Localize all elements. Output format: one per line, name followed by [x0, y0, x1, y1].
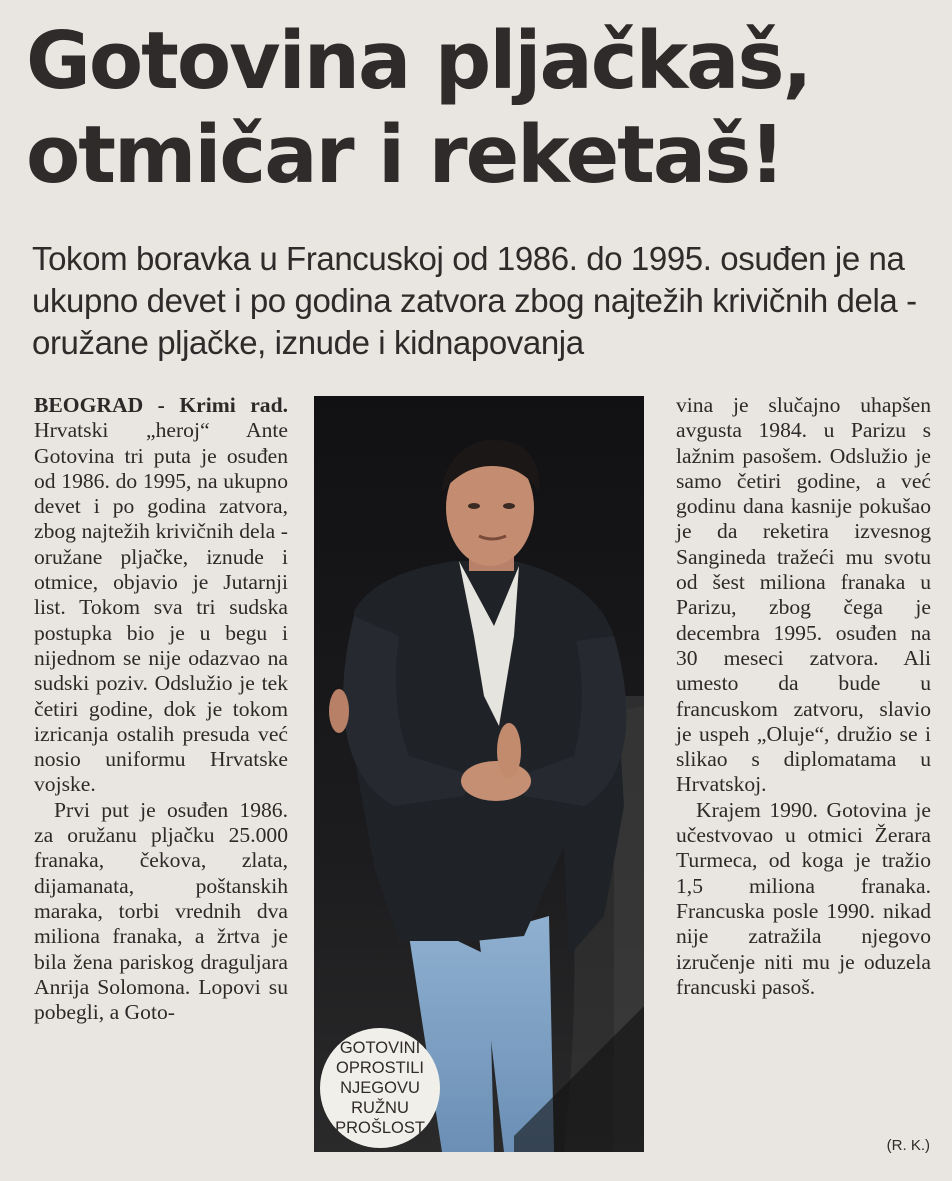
headline-line-2: otmičar i reketaš! — [26, 109, 784, 201]
column-2-paragraph-1: vina je slučajno uhapšen avgusta 1984. u Parizu s lažnim pasošem. Odslužio je samo četiri godine, a već godinu dana kasnije pokušao je da reketira izvesnog Sangineda tražeći mu svotu od šest miliona franaka u Parizu, zbog čega je decembra 1995. osuđen na 30 meseci zatvora. Ali umesto da bude u francuskom zatvoru, slavio je uspeh „Oluje“, družio se i slikao s diplomatama u Hrvatskoj. — [676, 393, 931, 797]
column-1-paragraph-1 — [34, 393, 288, 798]
author-signature: (R. K.) — [886, 1137, 930, 1154]
article-column-1 — [34, 393, 288, 1025]
headline-line-1: Gotovina pljačkaš, — [26, 15, 811, 107]
photo-caption: GOTOVINI OPROSTILI NJEGOVU RUŽNU PROŠLOST — [335, 1039, 425, 1137]
paragraph-text: Hrvatski „heroj“ Ante Gotovina tri puta je osuđen od 1986. do 1995, na ukupno devet i po godina zatvora, zbog najtežih krivičnih dela - oružane pljačke, iznude i otmice, objavio je Jutarnji list. Tokom sva tri sudska postupka bio je u begu i nijednom se nije odazvao na sudski poziv. Odslužio je tek četiri godine, dok je tokom izricanja ostalih presuda već nosio uniformu Hrvatske vojske. — [34, 418, 288, 797]
dateline: BEOGRAD - Krimi rad. — [34, 393, 288, 417]
column-1-paragraph-2: Prvi put je osuđen 1986. za oružanu pljačku 25.000 franaka, čekova, zlata, dijamanata, poštanskih maraka, torbi vrednih dva miliona franaka, a žrtva je bila žena pariskog draguljara Anrija Solomona. Lopovi su pobegli, a Goto- — [34, 797, 288, 1025]
column-2-paragraph-2: Krajem 1990. Gotovina je učestvovao u otmici Žerara Turmeca, od koga je tražio 1,5 miliona franaka. Francuska posle 1990. nikad nije zatražila njegovo izručenje niti mu je oduzela francuski pasoš. — [676, 797, 931, 999]
photo-caption-bubble — [320, 1028, 440, 1148]
subheadline: Tokom boravka u Francuskoj od 1986. do 1995. osuđen je na ukupno devet i po godina zatvora zbog najtežih krivičnih dela - oružane pljačke, iznude i kidnapovanja — [32, 240, 917, 361]
headline — [26, 14, 936, 202]
article-column-2 — [676, 393, 931, 1000]
